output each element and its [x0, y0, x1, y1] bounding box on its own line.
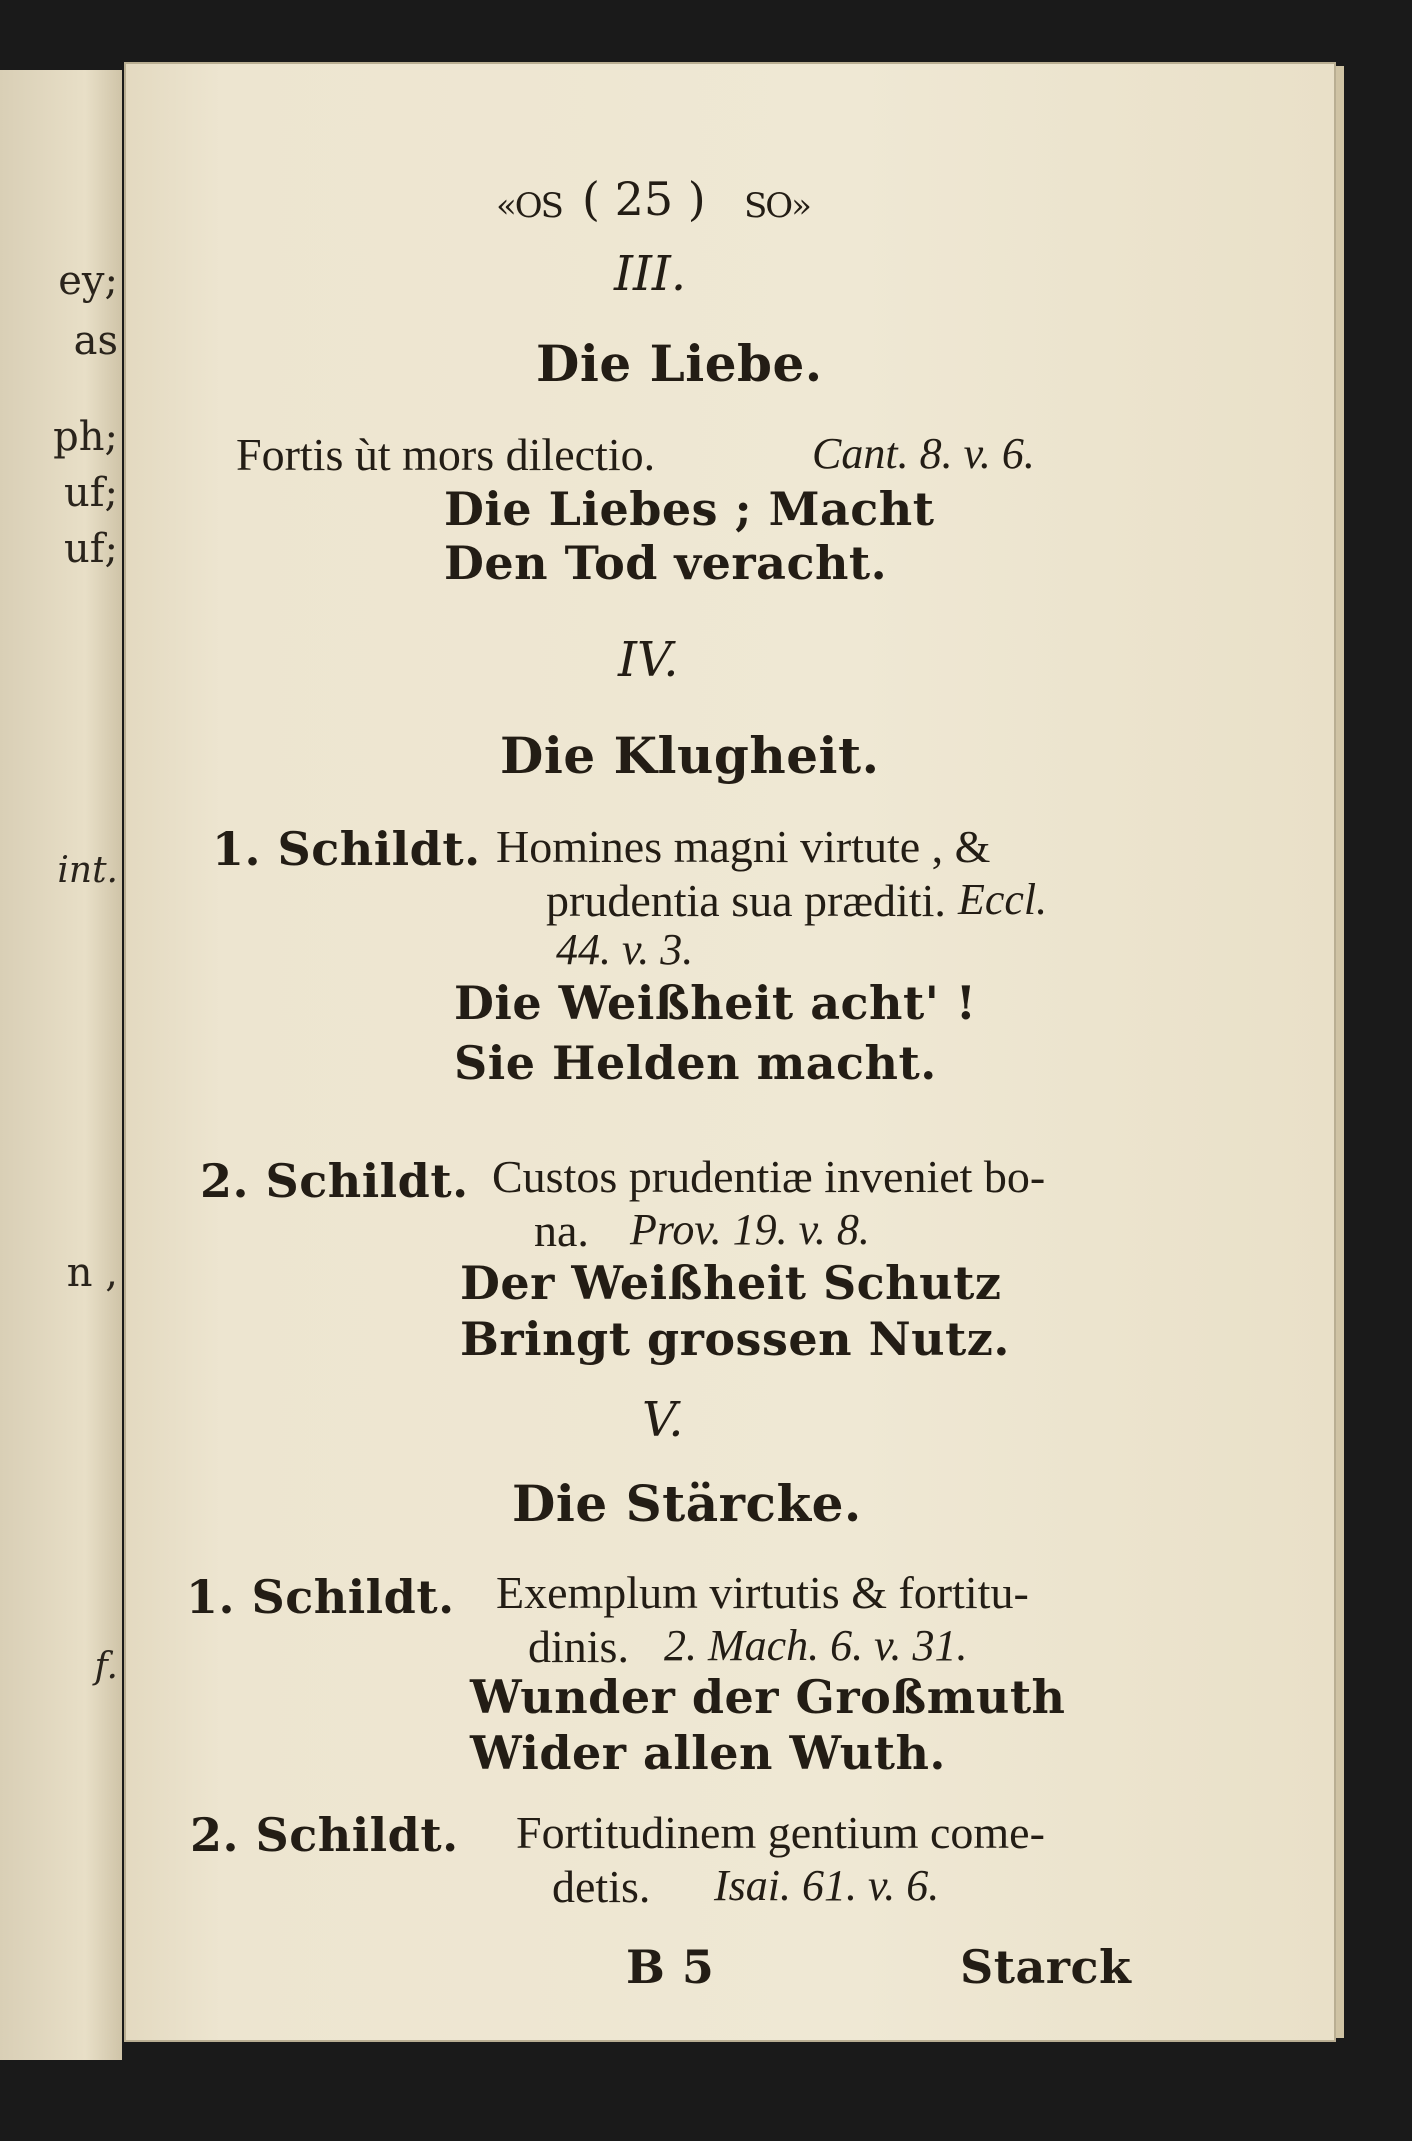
citation: 44. v. 3.	[556, 925, 694, 974]
citation: Eccl.	[958, 875, 1048, 924]
left-page-text: int.	[57, 850, 118, 891]
section-numeral: IV.	[618, 632, 679, 688]
latin-quote: detis.	[552, 1861, 651, 1912]
latin-quote: na.	[534, 1205, 589, 1256]
latin-quote: Homines magni virtute , &	[496, 821, 991, 872]
page-number: ( 25 )	[582, 172, 706, 226]
verse-line: Der Weißheit Schutz	[460, 1256, 1002, 1310]
left-page-text: n ,	[66, 1250, 118, 1296]
latin-quote: Exemplum virtutis & fortitu-	[496, 1567, 1029, 1618]
citation: 2. Mach. 6. v. 31.	[664, 1621, 968, 1670]
verse-line: Die Liebes ; Macht	[444, 482, 935, 536]
citation: Isai. 61. v. 6.	[714, 1861, 940, 1910]
verse-line: Wunder der Großmuth	[470, 1670, 1066, 1724]
citation: Cant. 8. v. 6.	[812, 429, 1035, 478]
header-ornament-left: «OS	[496, 186, 562, 226]
left-page-text: ph;	[53, 414, 118, 460]
section-title: Die Klugheit.	[500, 726, 880, 785]
verse-line: Wider allen Wuth.	[470, 1726, 946, 1780]
verse-line: Bringt grossen Nutz.	[460, 1312, 1010, 1366]
left-page-fragment	[0, 70, 122, 2060]
latin-quote: Custos prudentiæ inveniet bo-	[492, 1151, 1046, 1202]
header-ornament-right: SO»	[744, 186, 810, 226]
shield-label: 2. Schildt.	[200, 1154, 469, 1208]
left-page-text: uf;	[63, 470, 118, 516]
section-title: Die Liebe.	[536, 334, 823, 393]
verse-line: Die Weißheit acht' !	[454, 976, 977, 1030]
shield-label: 2. Schildt.	[190, 1808, 459, 1862]
section-title: Die Stärcke.	[512, 1474, 862, 1533]
verse-line: Sie Helden macht.	[454, 1036, 937, 1090]
left-page-text: ey;	[58, 258, 118, 304]
latin-quote: prudentia sua præditi.	[546, 875, 946, 926]
left-page-text: uf;	[63, 526, 118, 572]
section-numeral: V.	[642, 1392, 684, 1448]
latin-quote: dinis.	[528, 1621, 629, 1672]
citation: Prov. 19. v. 8.	[630, 1205, 870, 1254]
shield-label: 1. Schildt.	[186, 1570, 455, 1624]
left-page-text: f.	[94, 1646, 118, 1687]
page-edge	[1336, 66, 1344, 2038]
signature-mark: B 5	[626, 1940, 715, 1994]
book-page	[124, 62, 1336, 2042]
left-page-text: as	[73, 318, 118, 364]
latin-quote: Fortis ùt mors dilectio.	[236, 429, 656, 480]
catchword: Starck	[960, 1940, 1132, 1994]
section-numeral: III.	[614, 246, 687, 302]
shield-label: 1. Schildt.	[212, 822, 481, 876]
verse-line: Den Tod veracht.	[444, 536, 888, 590]
latin-quote: Fortitudinem gentium come-	[516, 1807, 1045, 1858]
